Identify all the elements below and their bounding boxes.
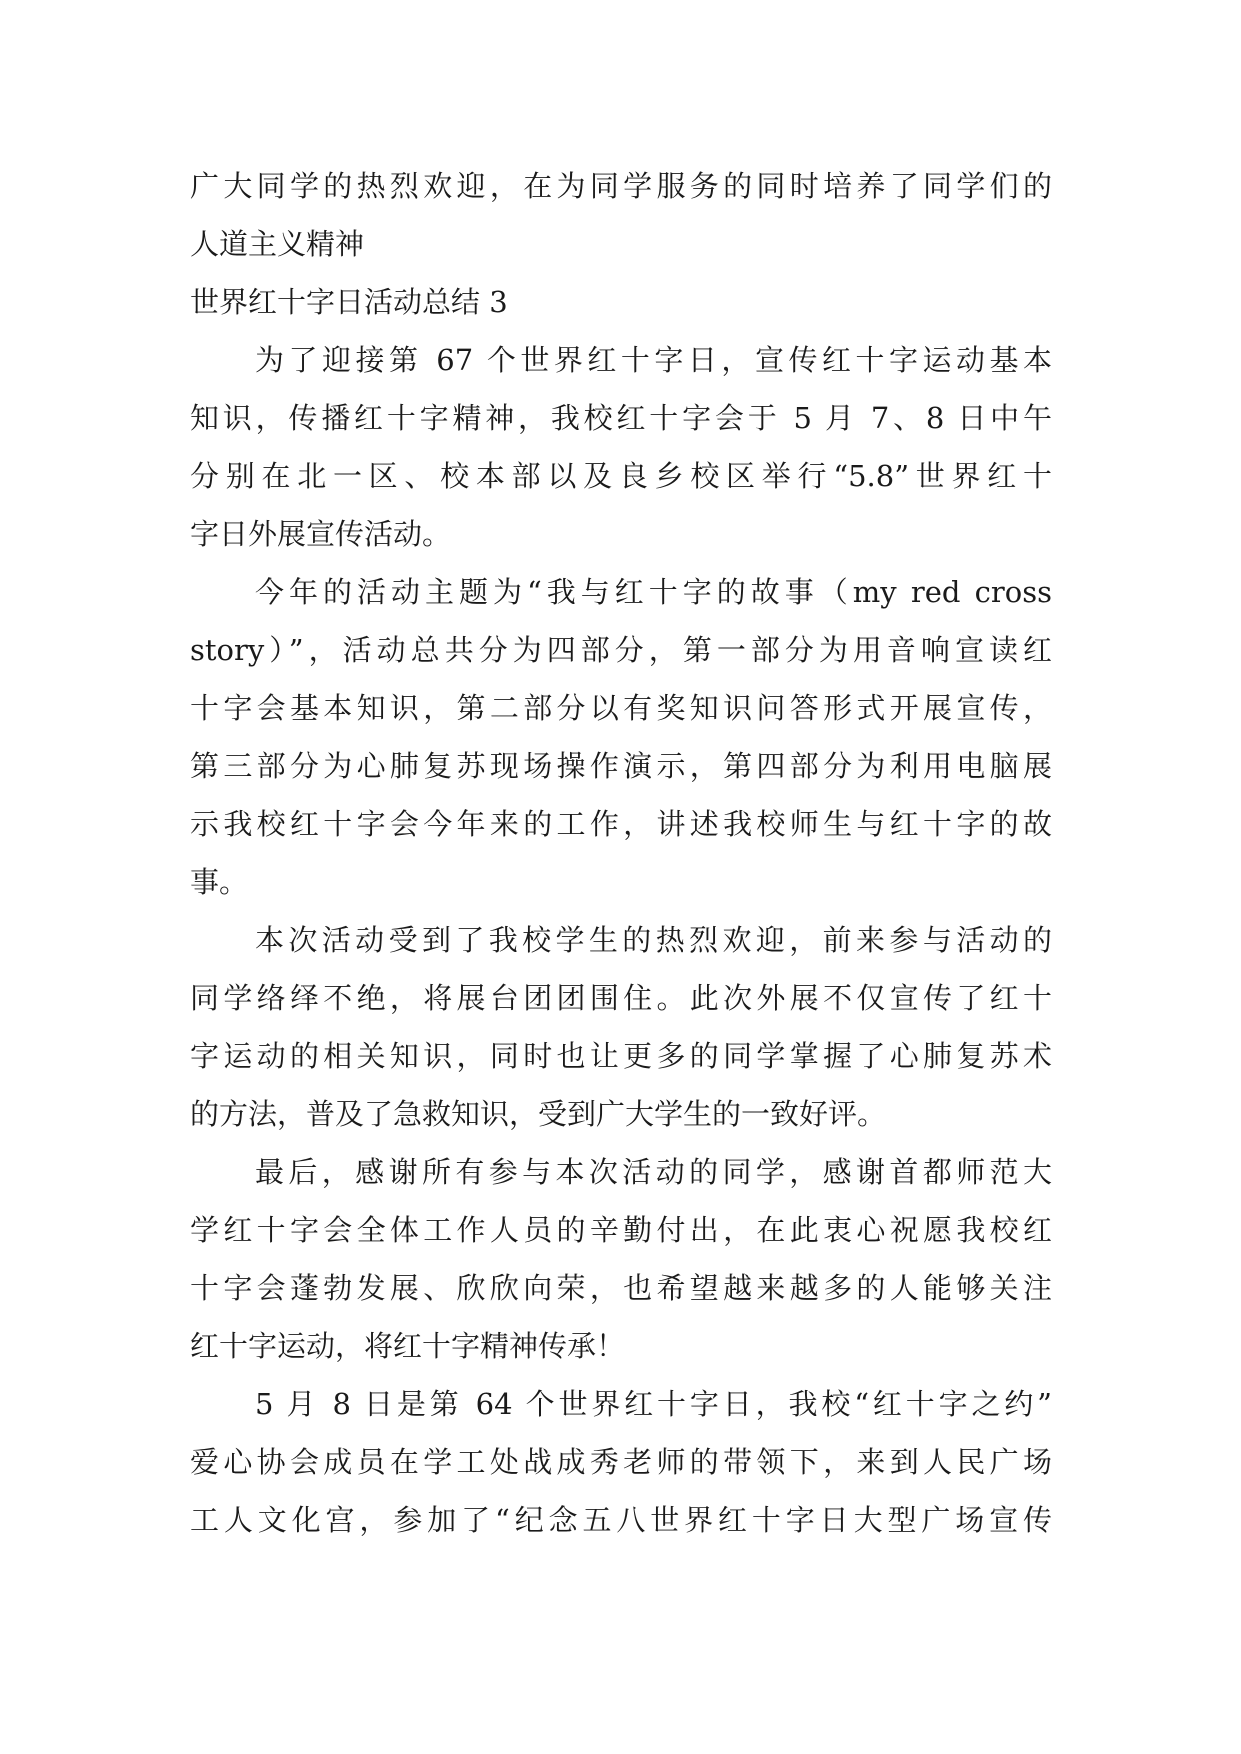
text-line: 世界红十字日活动总结 3 — [190, 285, 508, 319]
text-line: 5 月 8 日是第 64 个世界红十字日，我校“红十字之约” — [255, 1387, 1052, 1421]
text-line: 人道主义精神 — [190, 227, 365, 261]
text-line: 的方法，普及了急救知识，受到广大学生的一致好评。 — [190, 1097, 887, 1131]
document-body — [190, 157, 1052, 1549]
text-line: 字日外展宣传活动。 — [190, 517, 452, 551]
text-line: 广大同学的热烈欢迎，在为同学服务的同时培养了同学们的 — [190, 169, 1052, 203]
text-line: 第三部分为心肺复苏现场操作演示，第四部分为利用电脑展 — [190, 749, 1052, 783]
text-line: 事。 — [190, 865, 249, 899]
text-line: 知识，传播红十字精神，我校红十字会于 5 月 7、8 日中午 — [190, 401, 1052, 435]
text-line: story）”，活动总共分为四部分，第一部分为用音响宣读红 — [190, 633, 1052, 667]
text-line: 本次活动受到了我校学生的热烈欢迎，前来参与活动的 — [255, 923, 1052, 957]
text-line: 分别在北一区、校本部以及良乡校区举行“5.8”世界红十 — [190, 459, 1052, 493]
text-line: 学红十字会全体工作人员的辛勤付出，在此衷心祝愿我校红 — [190, 1213, 1052, 1247]
text-line: 爱心协会成员在学工处战成秀老师的带领下，来到人民广场 — [190, 1445, 1052, 1479]
text-line: 红十字运动，将红十字精神传承！ — [190, 1329, 626, 1363]
text-line: 为了迎接第 67 个世界红十字日，宣传红十字运动基本 — [255, 343, 1052, 377]
text-line: 十字会蓬勃发展、欣欣向荣，也希望越来越多的人能够关注 — [190, 1271, 1052, 1305]
text-line: 字运动的相关知识，同时也让更多的同学掌握了心肺复苏术 — [190, 1039, 1052, 1073]
text-line: 同学络绎不绝，将展台团团围住。此次外展不仅宣传了红十 — [190, 981, 1052, 1015]
text-line: 工人文化宫，参加了“纪念五八世界红十字日大型广场宣传 — [190, 1503, 1052, 1537]
text-line: 示我校红十字会今年来的工作，讲述我校师生与红十字的故 — [190, 807, 1052, 841]
text-line: 最后，感谢所有参与本次活动的同学，感谢首都师范大 — [255, 1155, 1052, 1189]
text-line: 今年的活动主题为“我与红十字的故事（my red cross — [255, 575, 1052, 609]
text-line: 十字会基本知识，第二部分以有奖知识问答形式开展宣传， — [190, 691, 1052, 725]
